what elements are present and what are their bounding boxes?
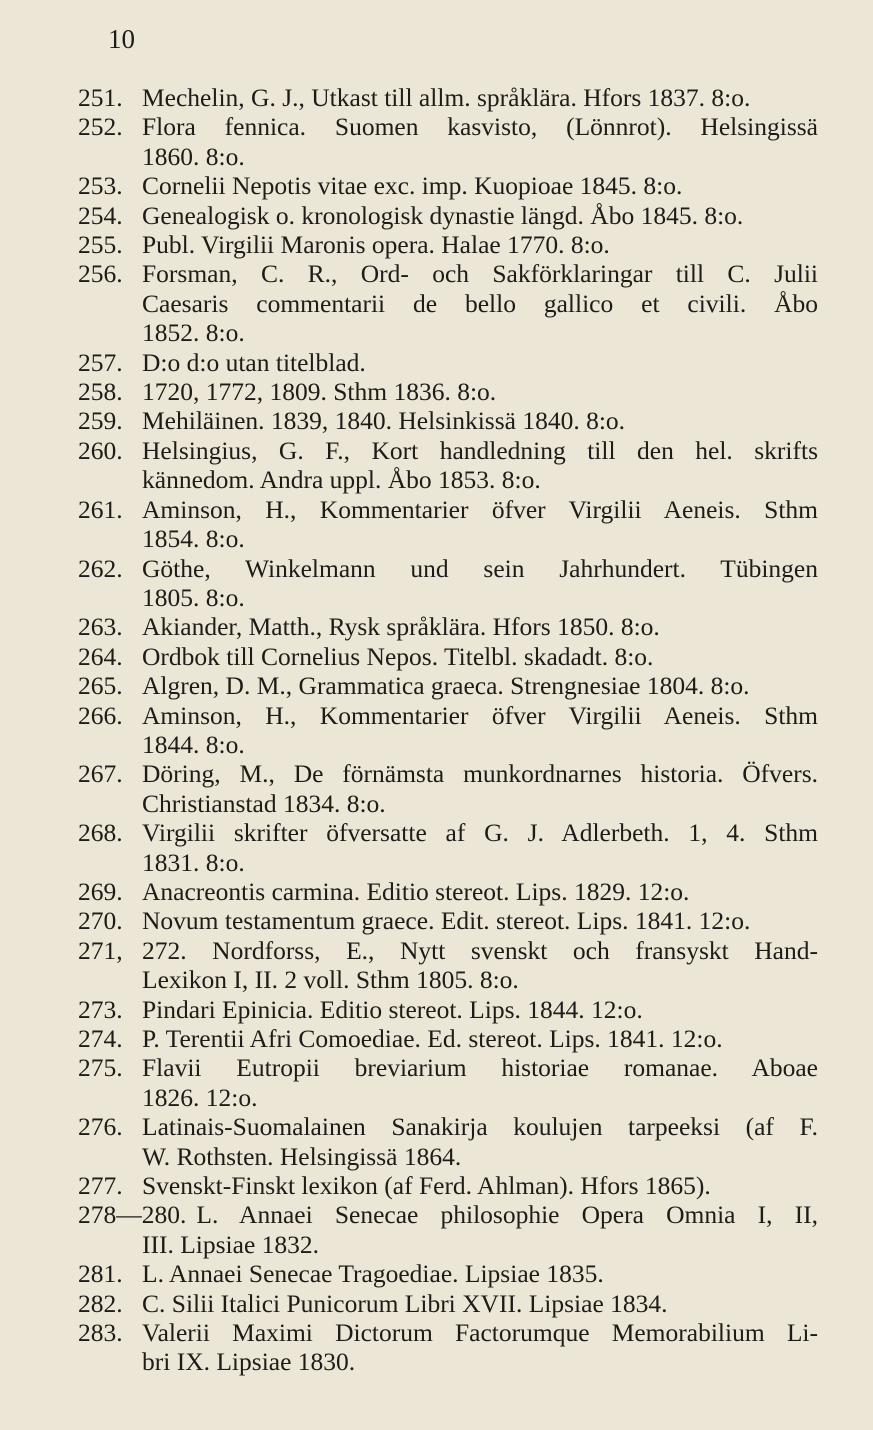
entry-number: 256.: [78, 259, 123, 289]
entry-text: [142, 554, 818, 613]
entry-text: [142, 936, 818, 995]
entry-line: Valerii Maximi Dictorum Factorumque Memorabilium Li-: [142, 1318, 818, 1348]
entry-line: Anacreontis carmina. Editio stereot. Lips. 1829. 12:o.: [142, 876, 690, 906]
entry-line: kännedom. Andra uppl. Åbo 1853. 8:o.: [142, 465, 541, 495]
catalog-entry: [78, 171, 818, 200]
entry-text: [142, 818, 818, 877]
entry-line: 1805. 8:o.: [142, 582, 245, 612]
entry-line: W. Rothsten. Helsingissä 1864.: [142, 1141, 462, 1171]
entry-number: 277.: [78, 1171, 123, 1201]
entry-text: [142, 171, 818, 200]
entry-line: Ordbok till Cornelius Nepos. Titelbl. skadadt. 8:o.: [142, 641, 654, 671]
catalog-entry: [78, 554, 818, 613]
catalog-entry: [78, 759, 818, 818]
entry-line: 272. Nordforss, E., Nytt svenskt och fransyskt Hand-: [142, 935, 818, 965]
entry-number: 254.: [78, 200, 123, 230]
catalog-entry: [78, 701, 818, 760]
catalog-entry: [78, 201, 818, 230]
catalog-entry: [78, 936, 818, 995]
entry-line: Genealogisk o. kronologisk dynastie längd. Åbo 1845. 8:o.: [142, 200, 744, 230]
entry-line: 1852. 8:o.: [142, 318, 245, 348]
catalog-entry: [78, 612, 818, 641]
entry-number: 259.: [78, 406, 123, 436]
entry-text: [142, 436, 818, 495]
entry-line: P. Terentii Afri Comoediae. Ed. stereot. Lips. 1841. 12:o.: [142, 1024, 723, 1053]
entry-number: 265.: [78, 671, 123, 701]
catalog-entry: [78, 1200, 818, 1259]
entry-number: 266.: [78, 700, 123, 730]
entry-line: 1826. 12:o.: [142, 1082, 258, 1112]
entry-number: 283.: [78, 1318, 123, 1348]
entry-line: D:o d:o utan titelblad.: [142, 347, 366, 377]
entry-number: 270.: [78, 906, 123, 936]
entry-number: 282.: [78, 1288, 123, 1318]
catalog-entry: [78, 877, 818, 906]
catalog-entry: [78, 83, 818, 112]
entry-number: 255.: [78, 230, 123, 260]
entry-line: 1860. 8:o.: [142, 141, 245, 171]
entry-line: Algren, D. M., Grammatica graeca. Strengnesiae 1804. 8:o.: [142, 671, 750, 701]
catalog-entry: [78, 1259, 818, 1288]
entry-number: 264.: [78, 641, 123, 671]
entry-line: 1720, 1772, 1809. Sthm 1836. 8:o.: [142, 377, 497, 407]
entry-text: [142, 1318, 818, 1377]
entry-line: 1831. 8:o.: [142, 847, 245, 877]
entry-text: [142, 759, 818, 818]
entry-line: C. Silii Italici Punicorum Libri XVII. Lipsiae 1834.: [142, 1288, 668, 1318]
entry-text: [142, 377, 818, 406]
entry-number: 253.: [78, 171, 123, 201]
entry-number: 257.: [78, 347, 123, 377]
entry-text: [142, 230, 818, 259]
catalog-entry: [78, 671, 818, 700]
entry-text: [142, 1024, 818, 1053]
entry-number: 276.: [78, 1112, 123, 1142]
catalog-entry: [78, 995, 818, 1024]
entry-line: Publ. Virgilii Maronis opera. Halae 1770. 8:o.: [142, 230, 610, 260]
catalog-entry: [78, 818, 818, 877]
entry-number: 262.: [78, 553, 123, 583]
entry-text: [142, 1289, 818, 1318]
entry-line: Aminson, H., Kommentarier öfver Virgilii Aeneis. Sthm: [142, 494, 818, 524]
entry-line: Mechelin, G. J., Utkast till allm. språklära. Hfors 1837. 8:o.: [142, 83, 751, 112]
entry-number: 260.: [78, 435, 123, 465]
entry-text: [142, 1053, 818, 1112]
entry-line: Akiander, Matth., Rysk språklära. Hfors 1850. 8:o.: [142, 612, 660, 642]
entry-number: 258.: [78, 377, 123, 407]
entry-line: Latinais-Suomalainen Sanakirja koulujen tarpeeksi (af F.: [142, 1112, 818, 1142]
entry-text: [142, 671, 818, 700]
entry-text: [142, 83, 818, 112]
entry-text: [142, 701, 818, 760]
entry-number: 278—280.: [78, 1200, 187, 1230]
entry-text: [142, 201, 818, 230]
entry-line: Cornelii Nepotis vitae exc. imp. Kuopioae 1845. 8:o.: [142, 171, 683, 201]
entry-line: Forsman, C. R., Ord- och Sakförklaringar till C. Julii: [142, 259, 818, 289]
entry-number: 263.: [78, 612, 123, 642]
catalog-entry: [78, 642, 818, 671]
catalog-entry: [78, 377, 818, 406]
entry-text: [142, 259, 818, 347]
catalog-entry: [78, 348, 818, 377]
entry-line: 1844. 8:o.: [142, 729, 245, 759]
entry-line: Caesaris commentarii de bello gallico et civili. Åbo: [142, 288, 818, 318]
entry-line: bri IX. Lipsiae 1830.: [142, 1347, 356, 1377]
entry-line: Pindari Epinicia. Editio stereot. Lips. 1844. 12:o.: [142, 994, 643, 1024]
catalog-entry: [78, 1171, 818, 1200]
entry-text: [142, 642, 818, 671]
catalog-entry-list: [78, 83, 818, 1377]
entry-number: 275.: [78, 1053, 123, 1083]
entry-text: [142, 877, 818, 906]
entry-number: 273.: [78, 994, 123, 1024]
entry-number: 281.: [78, 1259, 123, 1289]
entry-line: Helsingius, G. F., Kort handledning till den hel. skrifts: [142, 435, 818, 465]
entry-line: Lexikon I, II. 2 voll. Sthm 1805. 8:o.: [142, 965, 519, 995]
catalog-entry: [78, 1318, 818, 1377]
entry-line: Aminson, H., Kommentarier öfver Virgilii Aeneis. Sthm: [142, 700, 818, 730]
page-number: 10: [108, 24, 135, 54]
catalog-entry: [78, 436, 818, 495]
entry-number: 268.: [78, 818, 123, 848]
catalog-entry: [78, 112, 818, 171]
entry-line: Göthe, Winkelmann und sein Jahrhundert. Tübingen: [142, 553, 818, 583]
catalog-entry: [78, 230, 818, 259]
entry-number: 271,: [78, 935, 123, 965]
entry-line: Mehiläinen. 1839, 1840. Helsinkissä 1840. 8:o.: [142, 406, 626, 436]
entry-text: [142, 1171, 818, 1200]
entry-number: 267.: [78, 759, 123, 789]
entry-text: [142, 906, 818, 935]
catalog-entry: [78, 1112, 818, 1171]
entry-text: [142, 1112, 818, 1171]
entry-number: 251.: [78, 83, 123, 112]
entry-line: III. Lipsiae 1832.: [142, 1229, 320, 1259]
entry-text: [142, 1259, 818, 1288]
entry-line: Svenskt-Finskt lexikon (af Ferd. Ahlman). Hfors 1865).: [142, 1171, 711, 1201]
entry-line: Novum testamentum graece. Edit. stereot. Lips. 1841. 12:o.: [142, 906, 751, 936]
entry-text: [142, 612, 818, 641]
entry-line: Döring, M., De förnämsta munkordnarnes historia. Öfvers.: [142, 759, 818, 789]
entry-line: Virgilii skrifter öfversatte af G. J. Adlerbeth. 1, 4. Sthm: [142, 818, 818, 848]
catalog-entry: [78, 406, 818, 435]
entry-number: 269.: [78, 876, 123, 906]
entry-line: Flora fennica. Suomen kasvisto, (Lönnrot). Helsingissä: [142, 112, 818, 142]
entry-line: L. Annaei Senecae philosophie Opera Omnia I, II,: [196, 1200, 818, 1230]
entry-line: Flavii Eutropii breviarium historiae romanae. Aboae: [142, 1053, 818, 1083]
entry-number: 274.: [78, 1024, 123, 1053]
catalog-entry: [78, 1289, 818, 1318]
entry-text: [142, 348, 818, 377]
entry-text: [142, 995, 818, 1024]
entry-line: L. Annaei Senecae Tragoediae. Lipsiae 1835.: [142, 1259, 604, 1289]
entry-line: 1854. 8:o.: [142, 524, 245, 554]
catalog-entry: [78, 495, 818, 554]
entry-text: [142, 1200, 818, 1259]
entry-number: 261.: [78, 494, 123, 524]
catalog-entry: [78, 259, 818, 347]
entry-text: [142, 112, 818, 171]
catalog-entry: [78, 1053, 818, 1112]
catalog-entry: [78, 1024, 818, 1053]
entry-number: 252.: [78, 112, 123, 142]
entry-text: [142, 406, 818, 435]
entry-line: Christianstad 1834. 8:o.: [142, 788, 386, 818]
entry-text: [142, 495, 818, 554]
catalog-entry: [78, 906, 818, 935]
